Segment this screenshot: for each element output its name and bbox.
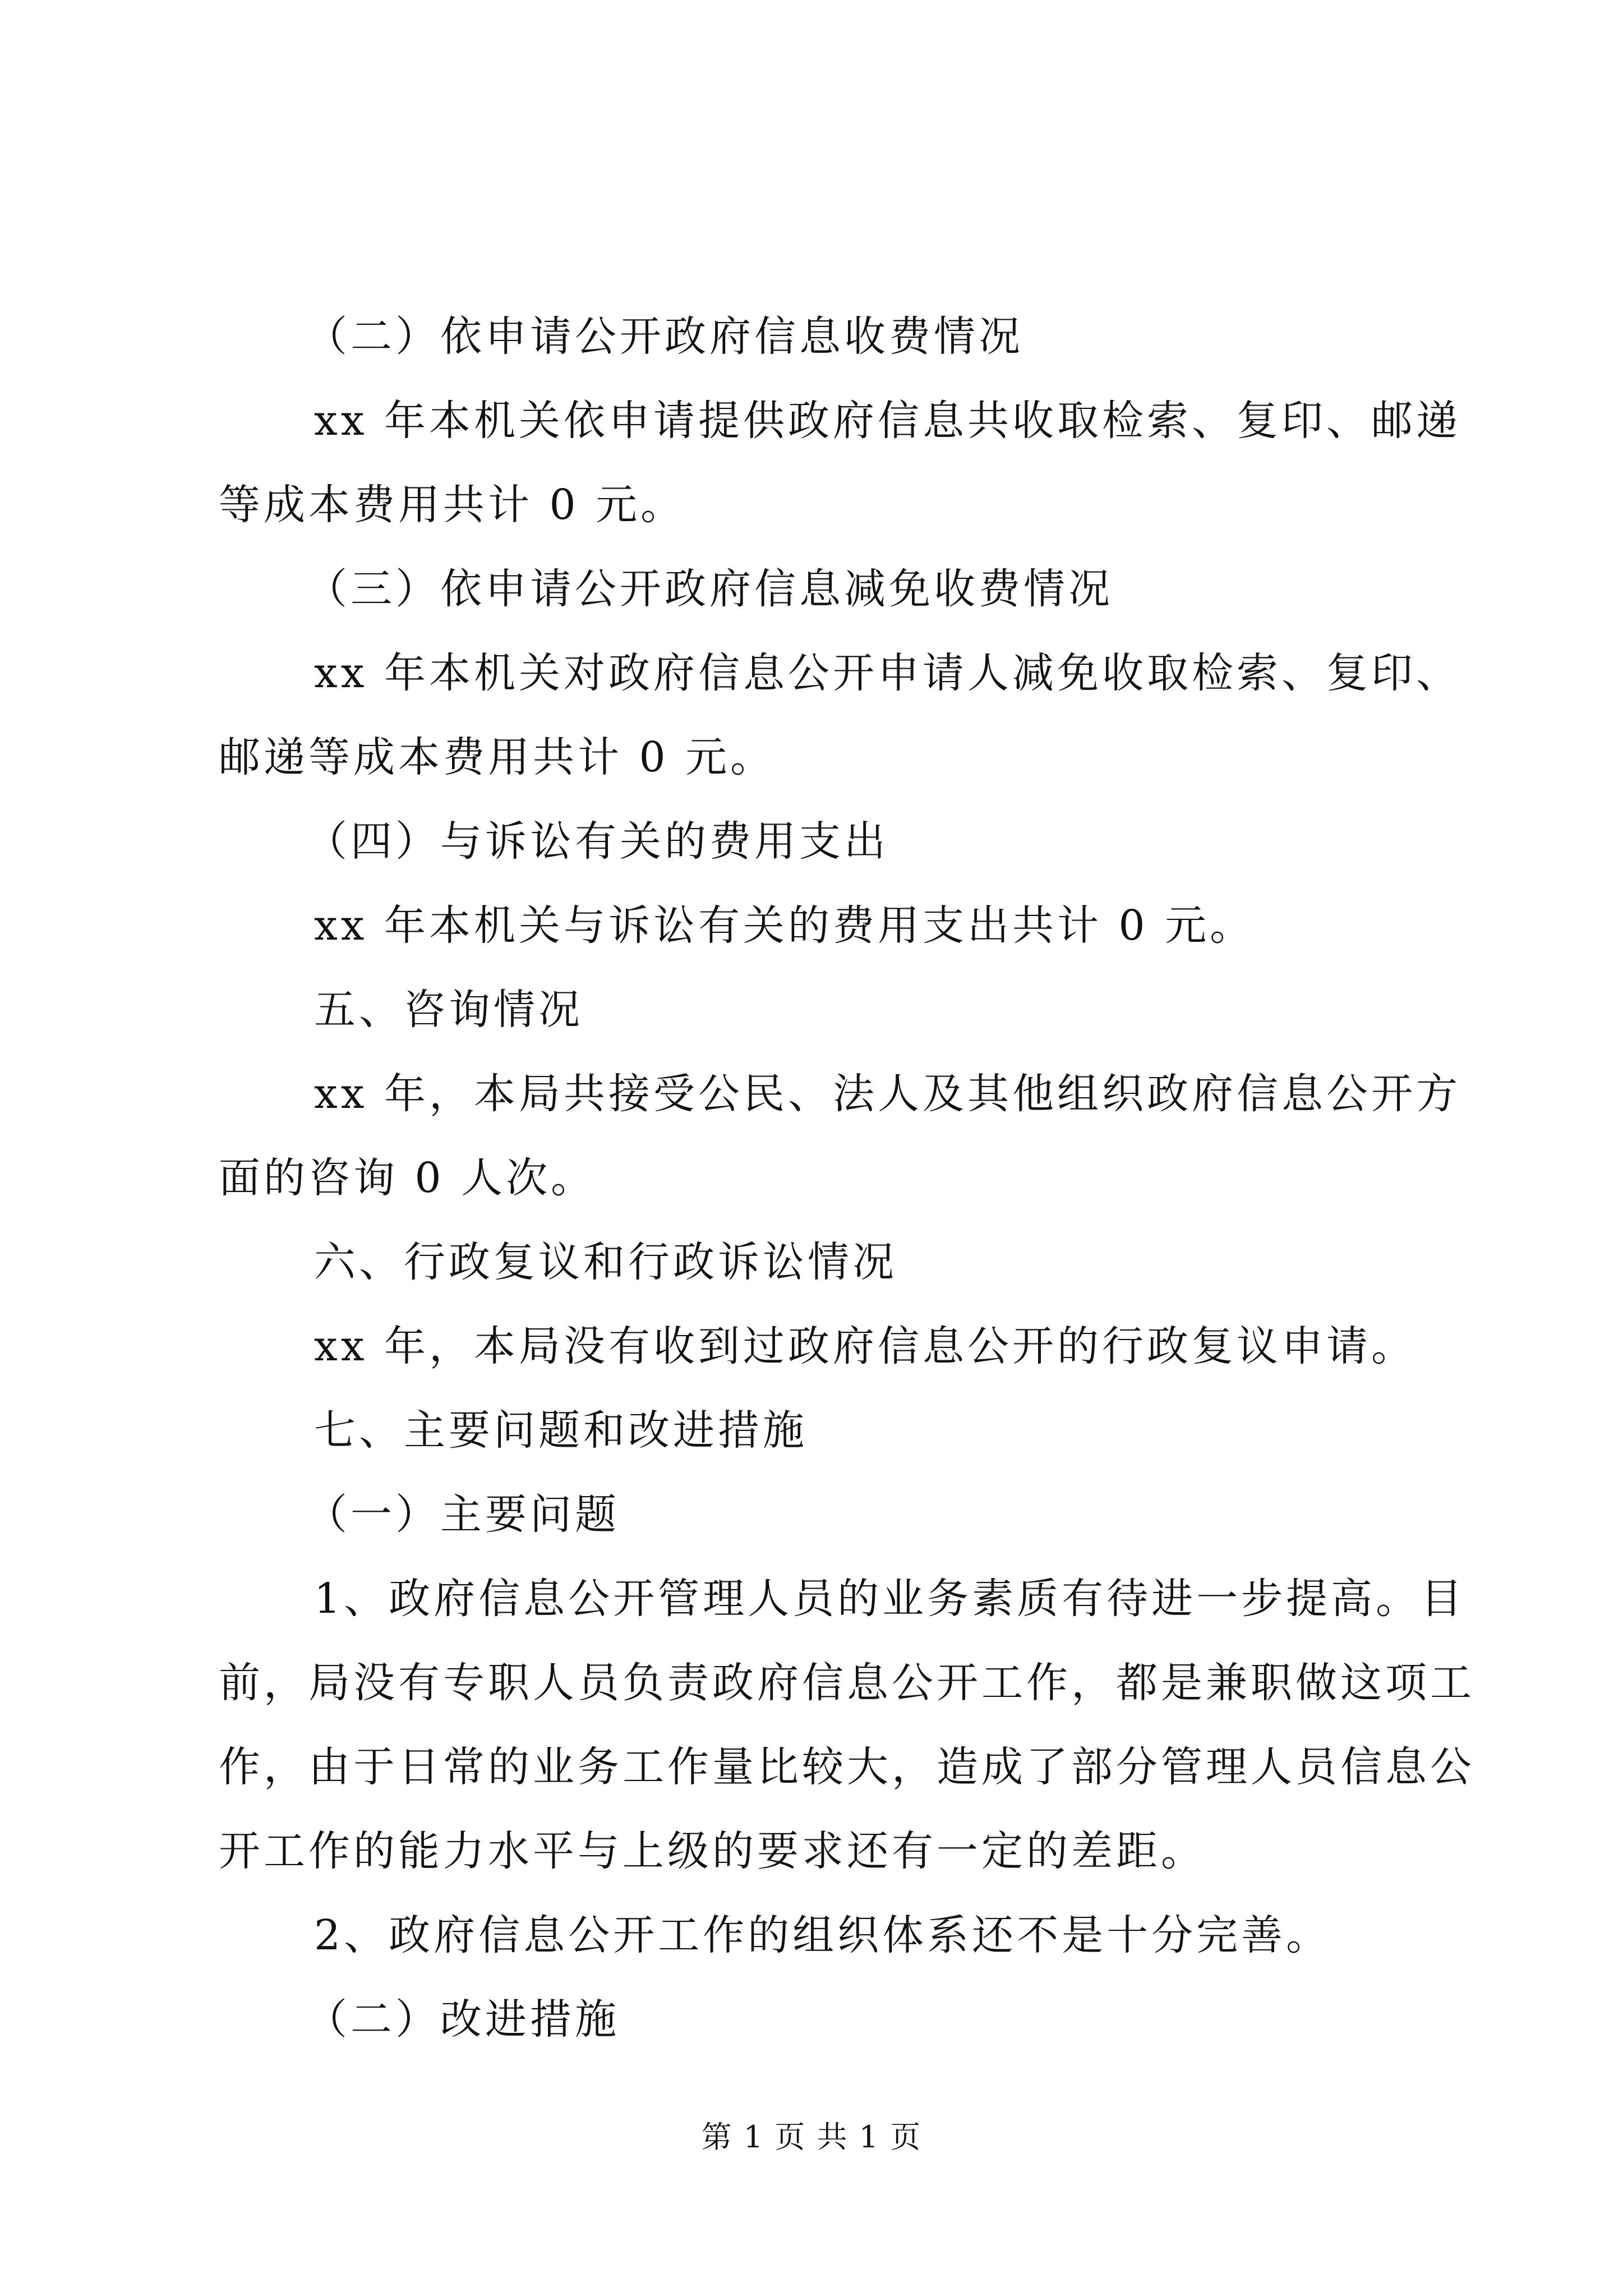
page-footer: 第 1 页 共 1 页	[701, 2119, 922, 2155]
paragraph-line: 2、政府信息公开工作的组织体系还不是十分完善。	[314, 1911, 1331, 1959]
section-heading-review-litigation: 六、行政复议和行政诉讼情况	[314, 1238, 897, 1286]
paragraph-line: xx 年，本局没有收到过政府信息公开的行政复议申请。	[314, 1322, 1416, 1370]
paragraph-line: xx 年，本局共接受公民、法人及其他组织政府信息公开方	[314, 1070, 1461, 1118]
paragraph-line: 前，局没有专职人员负责政府信息公开工作，都是兼职做这项工	[219, 1659, 1475, 1707]
paragraph-line: 邮递等成本费用共计 0 元。	[219, 733, 776, 781]
section-heading-consultation: 五、咨询情况	[314, 986, 583, 1034]
paragraph-line: 开工作的能力水平与上级的要求还有一定的差距。	[219, 1827, 1206, 1875]
paragraph-line: 等成本费用共计 0 元。	[219, 481, 686, 529]
subsection-heading-main-problems: （一）主要问题	[306, 1490, 620, 1539]
paragraph-line: xx 年本机关依申请提供政府信息共收取检索、复印、邮递	[314, 397, 1461, 445]
section-heading-litigation-costs: （四）与诉讼有关的费用支出	[306, 817, 889, 866]
paragraph-line: 作，由于日常的业务工作量比较大，造成了部分管理人员信息公	[219, 1743, 1475, 1791]
section-heading-problems-measures: 七、主要问题和改进措施	[314, 1406, 808, 1455]
section-heading-fee-collection: （二）依申请公开政府信息收费情况	[306, 312, 1023, 361]
paragraph-line: 面的咨询 0 人次。	[219, 1154, 596, 1202]
paragraph-line: xx 年本机关对政府信息公开申请人减免收取检索、复印、	[314, 649, 1461, 697]
paragraph-line: xx 年本机关与诉讼有关的费用支出共计 0 元。	[314, 901, 1255, 950]
section-heading-fee-reduction: （三）依申请公开政府信息减免收费情况	[306, 565, 1113, 613]
subsection-heading-improvements: （二）改进措施	[306, 1995, 620, 2044]
paragraph-line: 1、政府信息公开管理人员的业务素质有待进一步提高。目	[314, 1575, 1466, 1623]
